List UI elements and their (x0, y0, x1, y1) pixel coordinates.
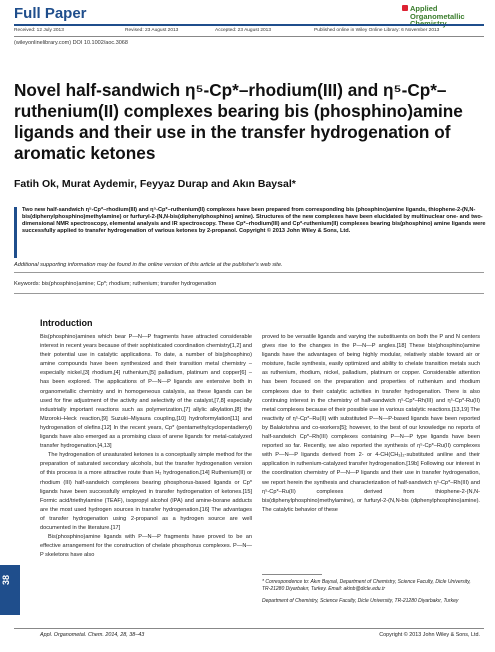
revised-date: Revised: 23 August 2013 (125, 28, 179, 33)
section-heading-introduction: Introduction (40, 318, 93, 328)
footer-rule (14, 628, 484, 629)
supplementary-note: Additional supporting information may be found in the online version of this article at the publisher's web site. (14, 262, 283, 268)
dates-rule (14, 36, 484, 37)
logo-line-1: Applied (410, 4, 438, 13)
keywords: Keywords: bis(phosphino)amine; Cp*; rhodium; ruthenium; transfer hydrogenation (14, 281, 217, 287)
footnotes (262, 579, 480, 610)
abstract (14, 207, 489, 258)
paragraph: proved to be versatile ligands and varying the substituents on both the P and N centers gives rise to the changes in the P—N—P angles.[18] These bis(phosphino)amine ligands have the advantages of being highly modular, relatively stable toward air or moisture, facile synthesis, easily optimized and ability to chelate transition metals such as ruthenium, rhodium, nickel, palladium, platinum or copper. Considerable attention has been focused on the preparation and properties of ruthenium and rhodium complexes due to their catalytic activities in transfer hydrogenation. There is also continuing interest in the chemistry of half-sandwich η⁵-Cp*–Rh(III) and η⁵-Cp*-Ru(II) metal complexes because of their possible use in various catalytic reactions.[13,19] The reactivity of η⁵-Cp*–Ru(II) with substituted P—N—P-based ligands have been reported by Balakrishna and co-workers[5]; however, to the best of our knowledge no reports of half-sandwich Cp*–Rh(III) complexes containing P—N—P type ligands have been reported so far. Recently, we also reported the synthesis of η⁵-Cp*–Ru(II) complexes with P—N—P ligands derived from 2- or 4-CH(CH₃)₂-substituted aniline and their application in ruthenium-catalyzed transfer hydrogenation.[19b] Following our interest in the coordination chemistry of P—N—P ligands and their use in transfer hydrogenation, we report herein the synthesis and characterization of half-sandwich η⁵-Cp*–Rh(III) and η⁵-Cp*–Ru(II) complexes derived from thiophene-2-(N,N-bis(diphenylphosphino)methylamine), or furfuryl-2-(N,N-bis (diphenylphosphino)amine). The catalytic behavior of these (262, 334, 480, 513)
body-column-left (40, 333, 252, 560)
page-number: 38 (1, 575, 11, 586)
body-column-right (262, 333, 480, 515)
published-date: Published online in Wiley Online Library: 6 November 2013 (314, 28, 440, 33)
logo-line-2: Organometallic (410, 11, 465, 21)
supplementary-rule (14, 272, 484, 273)
paragraph: Bis(phosphino)amines which bear P—N—P fragments have attracted considerable interest in recent years because of their sophisticated coordination chemistry[1,2] and their potential use in catalytic applications. To date, a number of bis(phosphino) amine compounds have been synthesized and their transition metal chemistry – especially nickel,[3] rhodium,[4] ruthenium,[5] palladium, platinum and copper[6] – has been explored. The applications of P—N—P ligands are extensive both in organometallic chemistry and in homogeneous catalysis, as these ligands can be used for fine adjustment of the activity and selectivity of the catalyst,[7,8] especially industrially important reactions such as polymerization,[7] allylic alkylation,[8] the Mizoroki–Heck reaction,[9] Suzuki–Miyaura coupling,[10] hydroformylation[11] and hydrogenation of olefins.[12] In the recent years, Cp* (pentamethylcyclopentadienyl) ligands have also emerged as a promising class of arene ligands for metal-catalyzed transfer hydrogenation.[4,13] (40, 334, 252, 450)
footer-copyright: Copyright © 2013 John Wiley & Sons, Ltd. (379, 632, 480, 638)
author-list: Fatih Ok, Murat Aydemir, Feyyaz Durap and Akın Baysal* (14, 178, 296, 190)
correspondence-note: * Correspondence to: Akın Baysal, Department of Chemistry, Science Faculty, Dicle University, TR-21280 Diyarbakır, Turkey. Email: akinb@dicle.edu.tr (262, 579, 471, 592)
paragraph: Bis(phosphino)amine ligands with P—N—P fragments have proved to be an effective arrangement for the construction of chelate phosphorus complexes. P—N—P skeletons have also (40, 534, 252, 559)
abstract-text: Two new half-sandwich η⁵-Cp*–rhodium(III) and η⁵-Cp*–ruthenium(II) complexes have been prepared from corresponding bis (phosphino)amine ligands, thiophene-2-(N,N-bis(diphenylphosphino)methylamine) or furfuryl-2-(N,N-bis(diphenylphosphino) amine). Structures of the new complexes have been elucidated by multinuclear one- and two-dimensional NMR spectroscopy, elemental analysis and IR spectroscopy. These Cp*–rhodium(III) and Cp*-ruthenium(II) complexes bearing bis(phosphino) amine ligands were successfully applied to transfer hydrogenation of various ketones by 2-propanol. Copyright © 2013 John Wiley & Sons, Ltd. (22, 207, 486, 235)
keywords-rule (14, 293, 484, 294)
received-date: Received: 12 July 2013 (14, 28, 64, 33)
paragraph: The hydrogenation of unsaturated ketones is a conceptually simple method for the preparation of saturated secondary alcohols, but the transfer hydrogenation version of this process is a more attractive route than H₂ hydrogenation.[14] Ruthenium(II) or rhodium (III) half-sandwich complexes bearing phosphorus-based ligands or Cp* ligands have been successfully employed in transfer hydrogenation of ketones.[15] Formic acid/triethylamine (TEAF), isopropyl alcohol (IPA) and amine-borane adducts are the most used hydrogen sources in transfer hydrogenation.[16] The advantages of transfer hydrogenation using 2-propanol as a hydrogen source are well documented in the literature.[17] (40, 452, 252, 531)
footnote-rule (262, 574, 322, 575)
logo-mark-icon (402, 5, 408, 11)
page-tab (0, 565, 20, 615)
accepted-date: Accepted: 23 August 2013 (215, 28, 272, 33)
header-rule (14, 24, 484, 26)
footer-citation: Appl. Organometal. Chem. 2014, 28, 38–43 (40, 632, 145, 638)
article-title: Novel half-sandwich η⁵-Cp*–rhodium(III) and η⁵-Cp*–ruthenium(II) complexes bearing bis (phosphino)amine ligands and their use in the transfer hydrogenation of aromatic ketones (14, 80, 463, 163)
section-label: Full Paper (14, 5, 87, 22)
affiliation-note: Department of Chemistry, Science Faculty, Dicle University, TR-21280 Diyarbakır, Turkey (262, 598, 459, 604)
doi-line: (wileyonlinelibrary.com) DOI 10.1002/aoc.3068 (14, 40, 128, 46)
